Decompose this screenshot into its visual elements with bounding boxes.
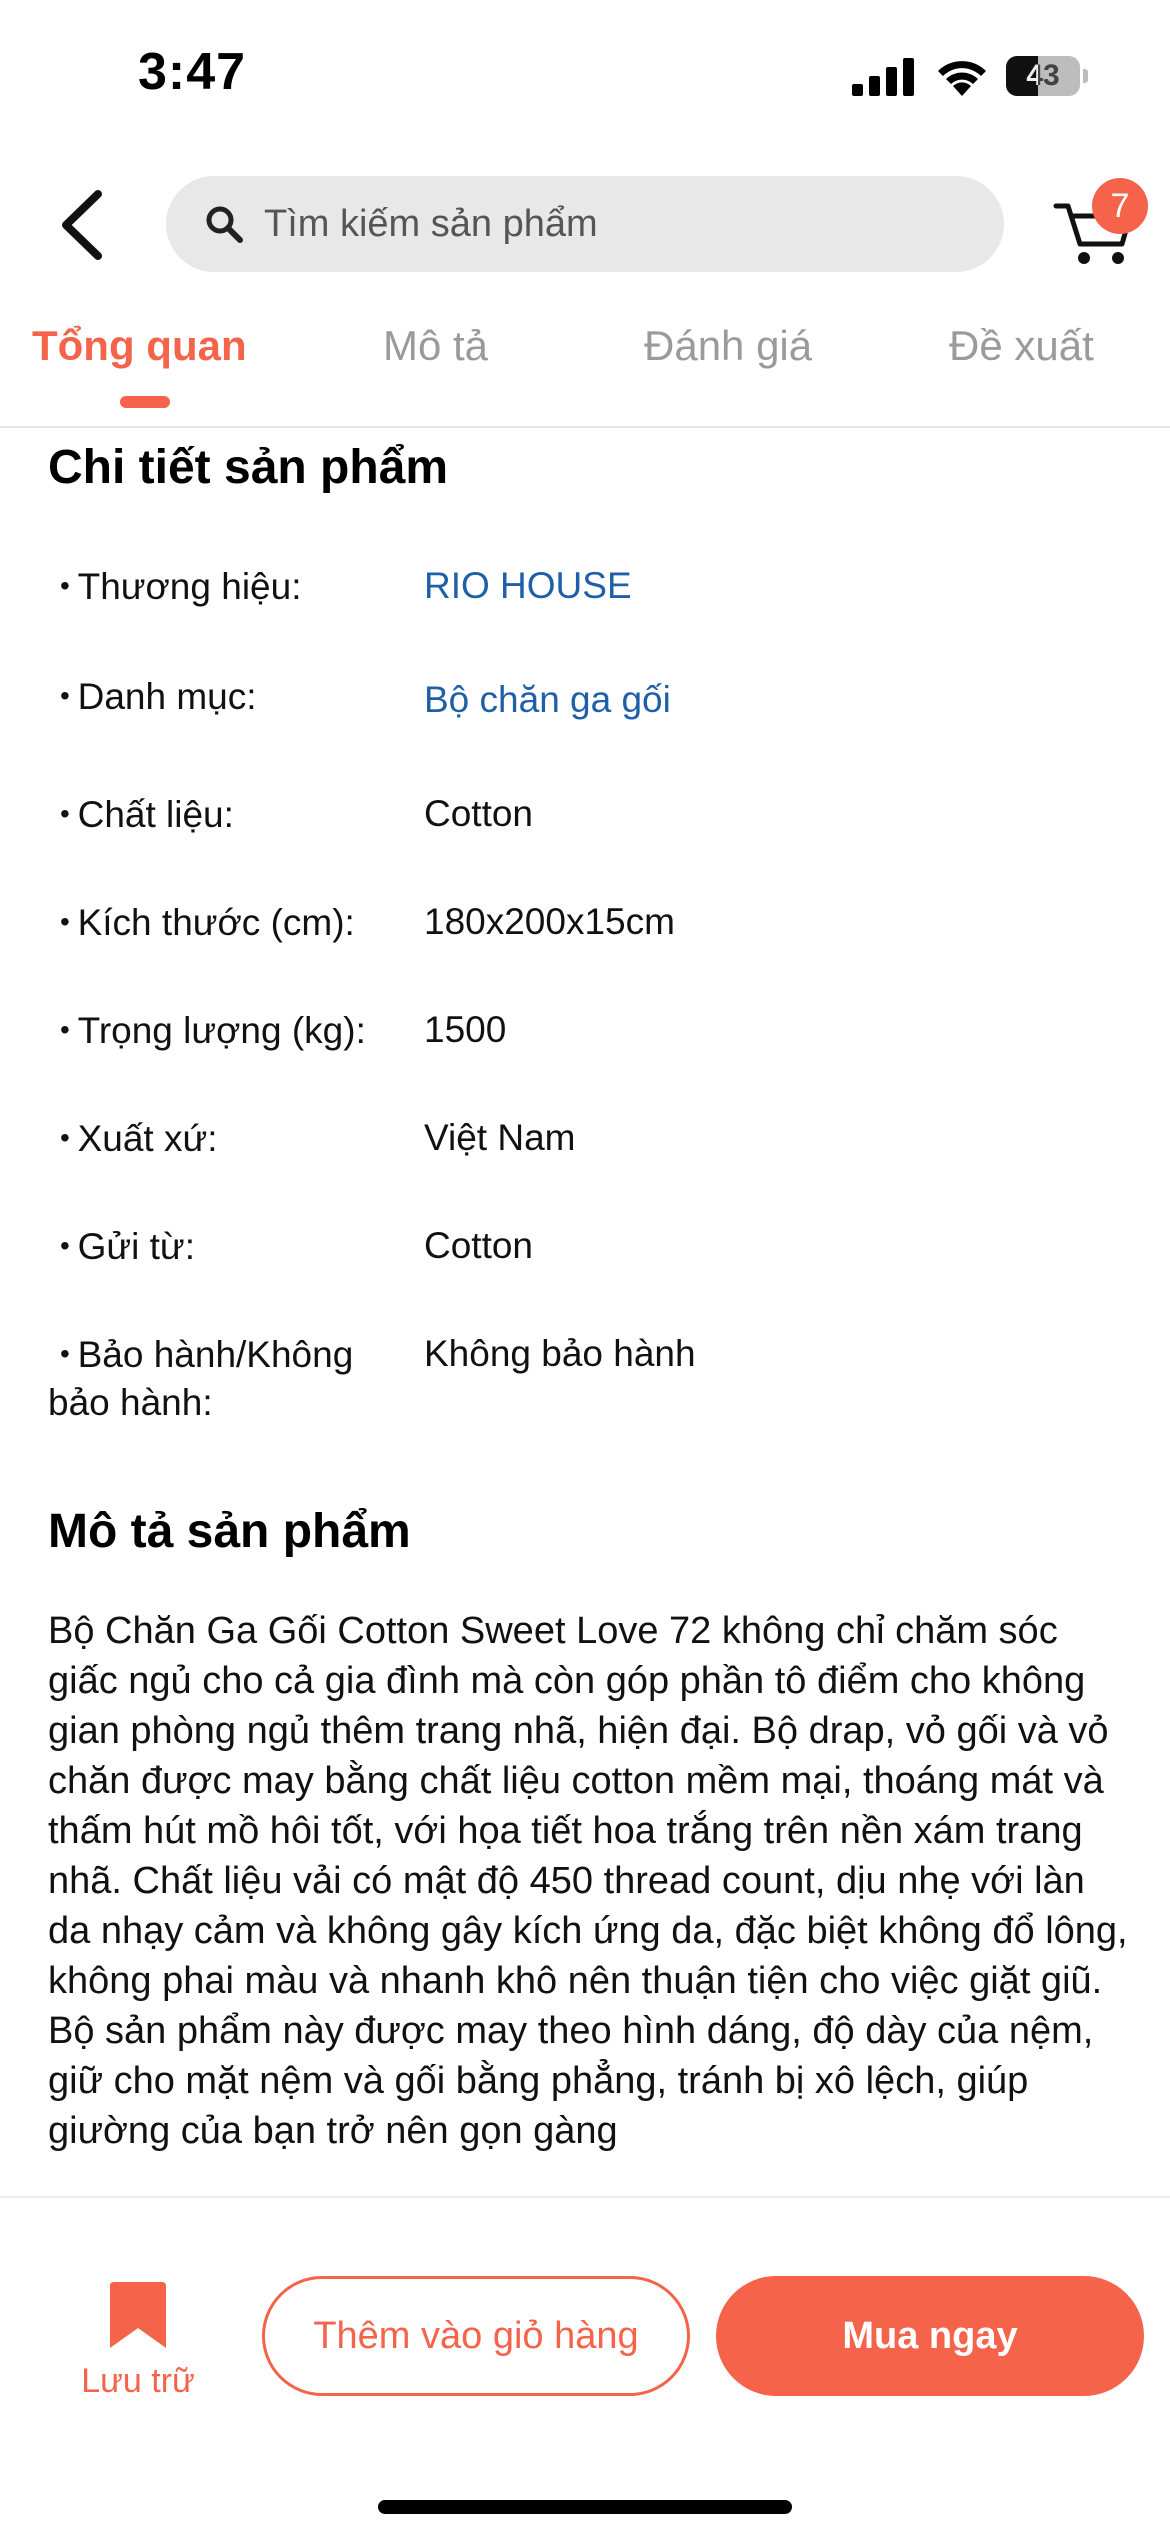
back-button[interactable]: [52, 188, 116, 262]
spec-label-weight: • Trọng lượng (kg):: [48, 1006, 418, 1055]
spec-value-brand-link[interactable]: RIO HOUSE: [424, 565, 632, 606]
search-bar[interactable]: [166, 176, 1004, 272]
wifi-icon: [934, 52, 990, 96]
spec-label-ship-from: • Gửi từ:: [48, 1222, 418, 1271]
spec-label-size: • Kích thước (cm):: [48, 898, 418, 947]
active-tab-indicator: [120, 396, 170, 408]
save-label: Lưu trữ: [81, 2362, 195, 2400]
spec-label-brand: • Thương hiệu:: [48, 562, 418, 611]
spec-value-category-link[interactable]: Bộ chăn ga gối: [424, 679, 671, 720]
cellular-signal-icon: [852, 58, 916, 96]
tab-bar: [0, 300, 1170, 428]
bottom-action-bar: [0, 2196, 1170, 2532]
spec-label-warranty: • Bảo hành/Không bảo hành:: [48, 1330, 418, 1427]
spec-value-ship-from: Cotton: [424, 1225, 534, 1266]
spec-label-category: • Danh mục:: [48, 672, 418, 721]
product-description-text: Bộ Chăn Ga Gối Cotton Sweet Love 72 không chỉ chăm sóc giấc ngủ cho cả gia đình mà còn góp phần tô điểm cho không gian phòng ngủ thêm trang nhã, hiện đại. Bộ drap, vỏ gối và vỏ chăn được may bằng chất liệu cotton mềm mại, thoáng mát và thấm hút mồ hôi tốt, với họa tiết hoa trắng trên nền xám trang nhã. Chất liệu vải có mật độ 450 thread count, dịu nhẹ với làn da nhạy cảm và không gây kích ứng da, đặc biệt không đổ lông, không phai màu và nhanh khô nên thuận tiện cho việc giặt giũ. Bộ sản phẩm này được may theo hình dáng, độ dày của nệm, giữ cho mặt nệm và gối bằng phẳng, tránh bị xô lệch, giúp giường của bạn trở nên gọn gàng: [48, 1610, 1128, 2152]
status-bar: [0, 0, 1170, 150]
product-details-title: Chi tiết sản phẩm: [48, 441, 449, 494]
battery-level: 43: [1026, 59, 1060, 92]
add-to-cart-button[interactable]: Thêm vào giỏ hàng: [262, 2276, 690, 2396]
spec-label-material: • Chất liệu:: [48, 790, 418, 839]
status-time: 3:47: [138, 43, 247, 101]
search-input[interactable]: Tìm kiếm sản phẩm: [264, 203, 598, 245]
tab-suggestions[interactable]: Đề xuất: [949, 322, 1094, 369]
cart-count-badge: 7: [1092, 178, 1148, 234]
spec-value-material: Cotton: [424, 793, 534, 834]
spec-label-origin: • Xuất xứ:: [48, 1114, 418, 1163]
tab-overview[interactable]: Tổng quan: [32, 322, 247, 369]
home-indicator: [378, 2500, 792, 2514]
search-icon: [204, 204, 244, 244]
spec-value-warranty: Không bảo hành: [424, 1333, 696, 1374]
battery-icon: [1006, 56, 1088, 96]
tab-description[interactable]: Mô tả: [383, 322, 489, 369]
spec-value-weight: 1500: [424, 1009, 507, 1050]
spec-value-size: 180x200x15cm: [424, 901, 675, 942]
bookmark-icon: [110, 2282, 166, 2348]
product-description-title: Mô tả sản phẩm: [48, 1505, 411, 1558]
spec-value-origin: Việt Nam: [424, 1117, 576, 1158]
tab-reviews[interactable]: Đánh giá: [644, 322, 813, 369]
buy-now-button[interactable]: Mua ngay: [716, 2276, 1144, 2396]
save-button[interactable]: [58, 2282, 218, 2422]
